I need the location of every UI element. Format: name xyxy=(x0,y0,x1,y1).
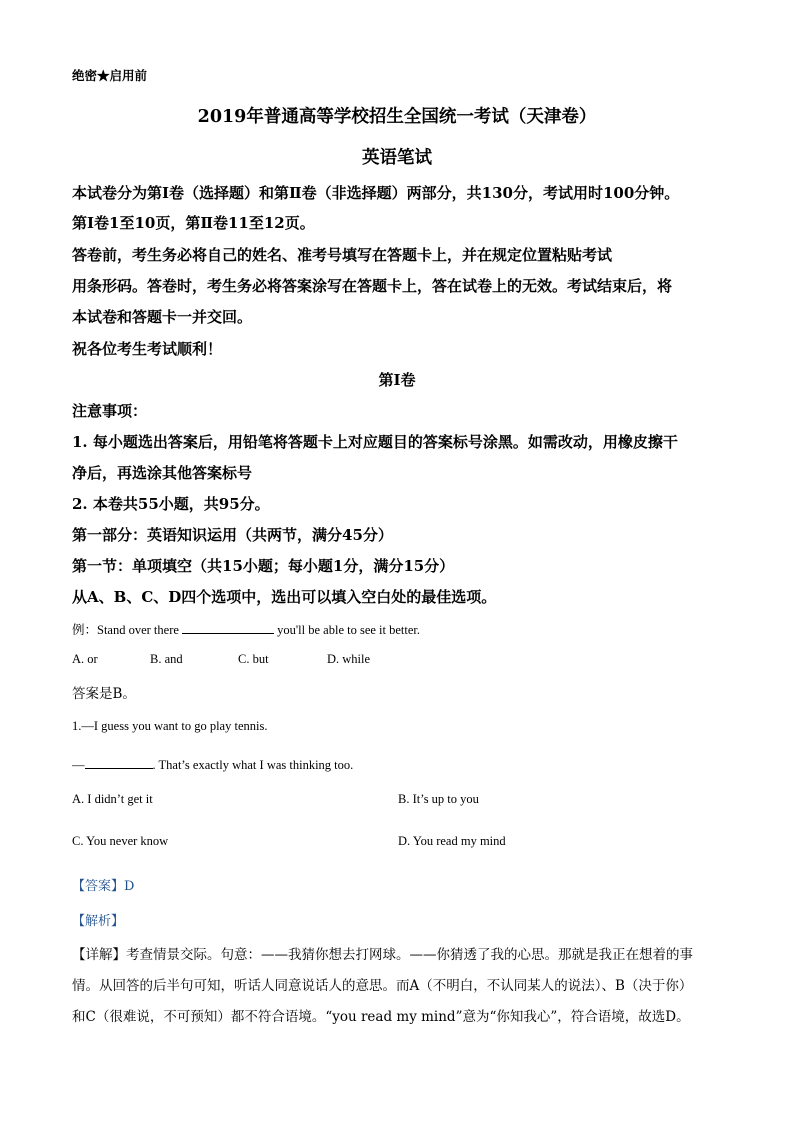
option-d: D. You read my mind xyxy=(398,834,506,848)
exam-title: 2019年普通高等学校招生全国统一考试（天津卷） xyxy=(197,107,597,127)
part-title: 第一部分：英语知识运用（共两节，满分45分） xyxy=(72,526,393,544)
answer-blank xyxy=(85,756,153,769)
intro-line: 祝各位考生考试顺利！ xyxy=(72,340,223,358)
example-option-d: D. while xyxy=(327,652,371,666)
answer-label: 【答案】D xyxy=(72,879,135,894)
instruction: 从A、B、C、D四个选项中，选出可以填入空白处的最佳选项。 xyxy=(72,588,497,606)
exam-subtitle: 英语笔试 xyxy=(362,148,432,168)
reply-dash: — xyxy=(72,758,85,772)
answer-blank xyxy=(182,621,274,634)
question-1-reply xyxy=(72,756,353,773)
example-question xyxy=(72,620,420,638)
example-option-c: C. but xyxy=(238,652,269,666)
example-answer: 答案是B。 xyxy=(72,686,136,702)
option-a: A. I didn’t get it xyxy=(72,792,153,806)
reply-text: . That’s exactly what I was thinking too. xyxy=(152,758,354,772)
section-heading: 第一节：单项填空（共15小题；每小题1分，满分15分） xyxy=(72,557,455,575)
intro-line: 本试卷和答题卡一并交回。 xyxy=(72,308,253,326)
notes-line: 2. 本卷共55小题，共95分。 xyxy=(72,495,270,513)
intro-line: 第Ⅰ卷1至10页，第Ⅱ卷11至12页。 xyxy=(72,214,315,232)
example-prefix: 例：Stand over there xyxy=(72,623,179,637)
analysis-label: 【解析】 xyxy=(72,914,125,929)
explanation-line: 情。从回答的后半句可知，听话人同意说话人的意思。而A（不明白，不认同某人的说法）、B（决于你） xyxy=(72,978,693,994)
notes-line: 净后，再选涂其他答案标号 xyxy=(72,464,253,482)
notes-line: 1. 每小题选出答案后，用铅笔将答题卡上对应题目的答案标号涂黑。如需改动，用橡皮擦干 xyxy=(72,433,678,451)
intro-line: 本试卷分为第Ⅰ卷（选择题）和第Ⅱ卷（非选择题）两部分，共130分，考试用时100分钟。 xyxy=(72,184,680,202)
example-option-a: A. or xyxy=(72,652,98,666)
section-title: 第Ⅰ卷 xyxy=(378,371,416,389)
notes-heading: 注意事项： xyxy=(72,402,148,420)
option-c: C. You never know xyxy=(72,834,169,848)
explanation-line: 【详解】考查情景交际。句意：——我猜你想去打网球。——你猜透了我的心思。那就是我正在想着的事 xyxy=(72,947,693,963)
question-1-stem: 1.—I guess you want to go play tennis. xyxy=(72,719,268,733)
example-suffix: you'll be able to see it better. xyxy=(277,623,421,637)
intro-line: 用条形码。答卷时，考生务必将答案涂写在答题卡上，答在试卷上的无效。考试结束后，将 xyxy=(72,277,673,295)
option-b: B. It’s up to you xyxy=(398,792,479,806)
intro-line: 答卷前，考生务必将自己的姓名、准考号填写在答题卡上，并在规定位置粘贴考试 xyxy=(72,246,613,264)
example-option-b: B. and xyxy=(150,652,183,666)
explanation-line: 和C（很难说，不可预知）都不符合语境。“you read my mind”意为“你知我心”，符合语境，故选D。 xyxy=(72,1009,690,1025)
secret-label: 绝密★启用前 xyxy=(72,68,148,83)
